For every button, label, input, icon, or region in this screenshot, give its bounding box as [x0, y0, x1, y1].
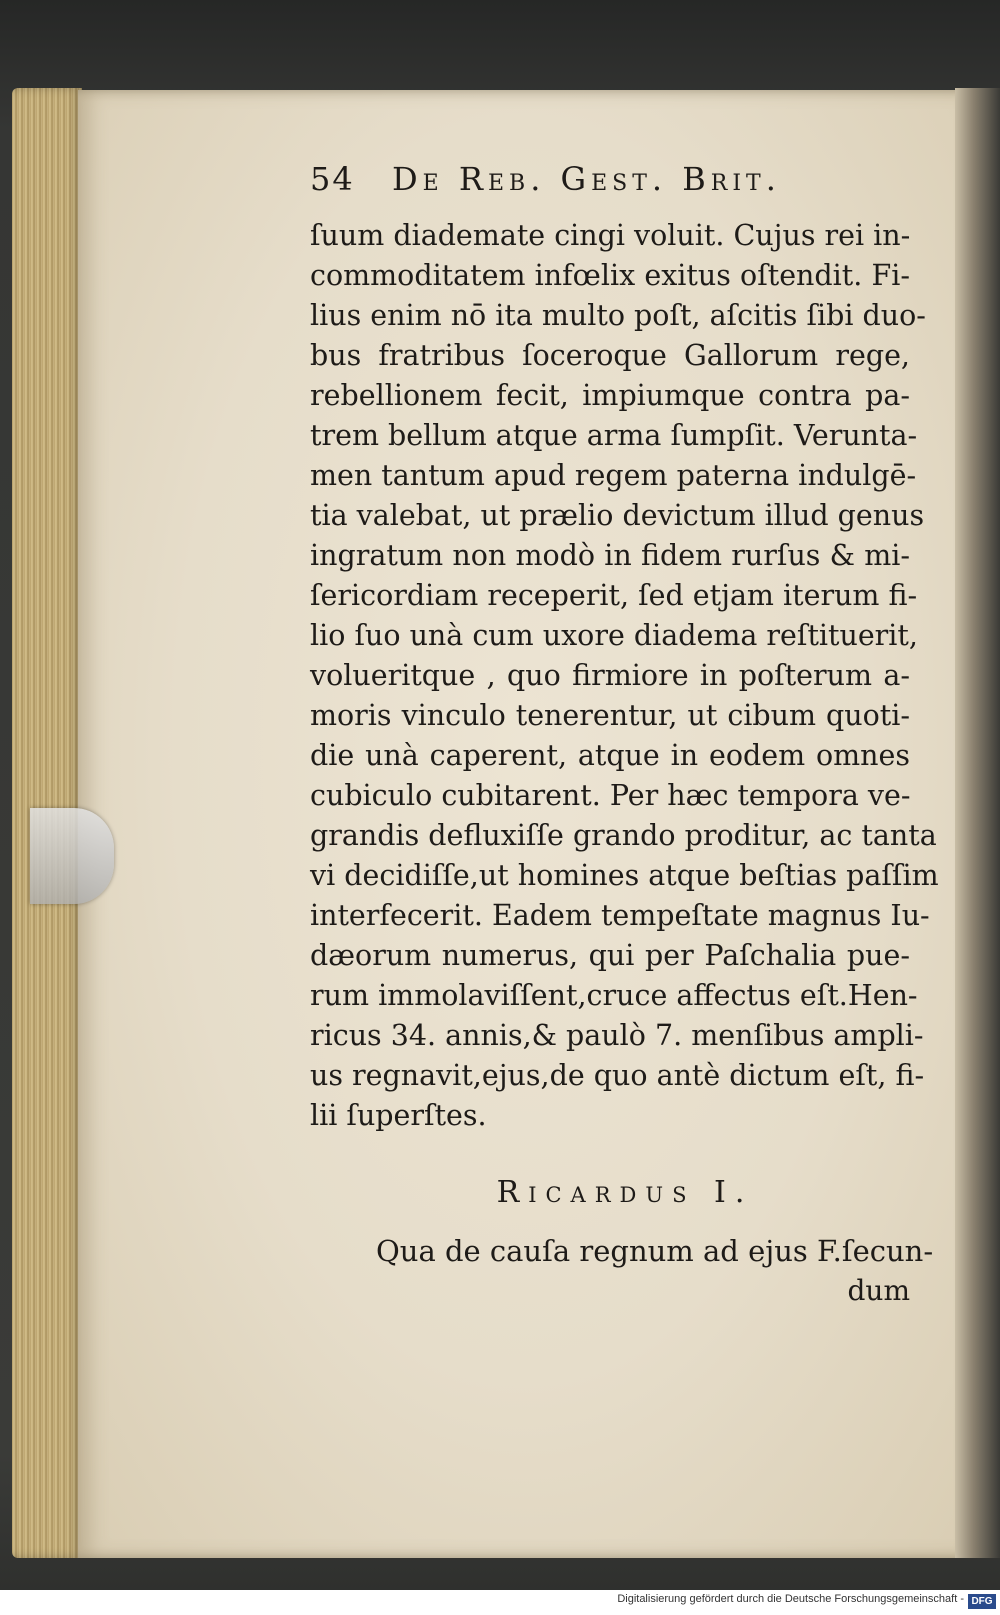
text-line: ſericordiam receperit, ſed etjam iterum fi-: [310, 579, 918, 612]
text-line: die unà caperent, atque in eodem omnes: [310, 739, 910, 772]
text-line: vi decidiſſe,ut homines atque beſtias paſſim: [310, 859, 939, 892]
text-line: commoditatem infœlix exitus oſtendit. Fi-: [310, 259, 910, 292]
catchword: dum: [847, 1274, 910, 1307]
section-title: Ricardus I.: [496, 1175, 754, 1210]
text-line: lii ſuperſtes.: [310, 1099, 487, 1132]
text-line: trem bellum atque arma ſumpſit. Verunta-: [310, 419, 918, 452]
page-number: 54: [310, 160, 355, 198]
text-line: cubiculo cubitarent. Per hæc tempora ve-: [310, 779, 911, 812]
text-line: moris vinculo tenerentur, ut cibum quoti-: [310, 699, 910, 732]
dfg-logo: DFG: [968, 1594, 996, 1609]
text-line: volueritque , quo firmiore in poſterum a-: [310, 659, 910, 692]
page-text: [310, 160, 939, 1310]
footer-bar: [0, 1590, 1000, 1615]
text-line: bus fratribus ſoceroque Gallorum rege,: [310, 339, 910, 372]
section-summary: Qua de cauſa regnum ad ejus F.ſecun-: [376, 1234, 934, 1268]
text-line: lius enim nō ita multo poſt, aſcitis ſibi duo-: [310, 299, 926, 332]
book-gutter-edge: [955, 88, 1000, 1558]
text-line: us regnavit,ejus,de quo antè dictum eſt, fi-: [310, 1059, 925, 1092]
running-head: [310, 160, 910, 216]
page-clip: [30, 808, 114, 904]
text-line: dæorum numerus, qui per Paſchalia pue-: [310, 939, 910, 972]
text-line: grandis defluxiſſe grando proditur, ac tanta: [310, 819, 937, 852]
text-line: rebellionem fecit, impiumque contra pa-: [310, 379, 910, 412]
running-title: De Reb. Gest. Brit.: [392, 160, 781, 198]
text-line: men tantum apud regem paterna indulgē-: [310, 459, 917, 492]
text-line: tia valebat, ut prælio devictum illud genus: [310, 499, 925, 532]
text-line: lio ſuo unà cum uxore diadema reſtituerit,: [310, 619, 918, 652]
text-line: ingratum non modò in fidem rurſus & mi-: [310, 539, 910, 572]
text-line: interfecerit. Eadem tempeſtate magnus Iu-: [310, 899, 930, 932]
text-line: ſuum diademate cingi voluit. Cujus rei in-: [310, 219, 911, 252]
footer-credit: Digitalisierung gefördert durch die Deutsche Forschungsgemeinschaft -: [617, 1593, 964, 1605]
text-line: rum immolaviſſent,cruce affectus eſt.Hen-: [310, 979, 918, 1012]
text-line: ricus 34. annis,& paulò 7. menſibus ampli-: [310, 1019, 924, 1052]
